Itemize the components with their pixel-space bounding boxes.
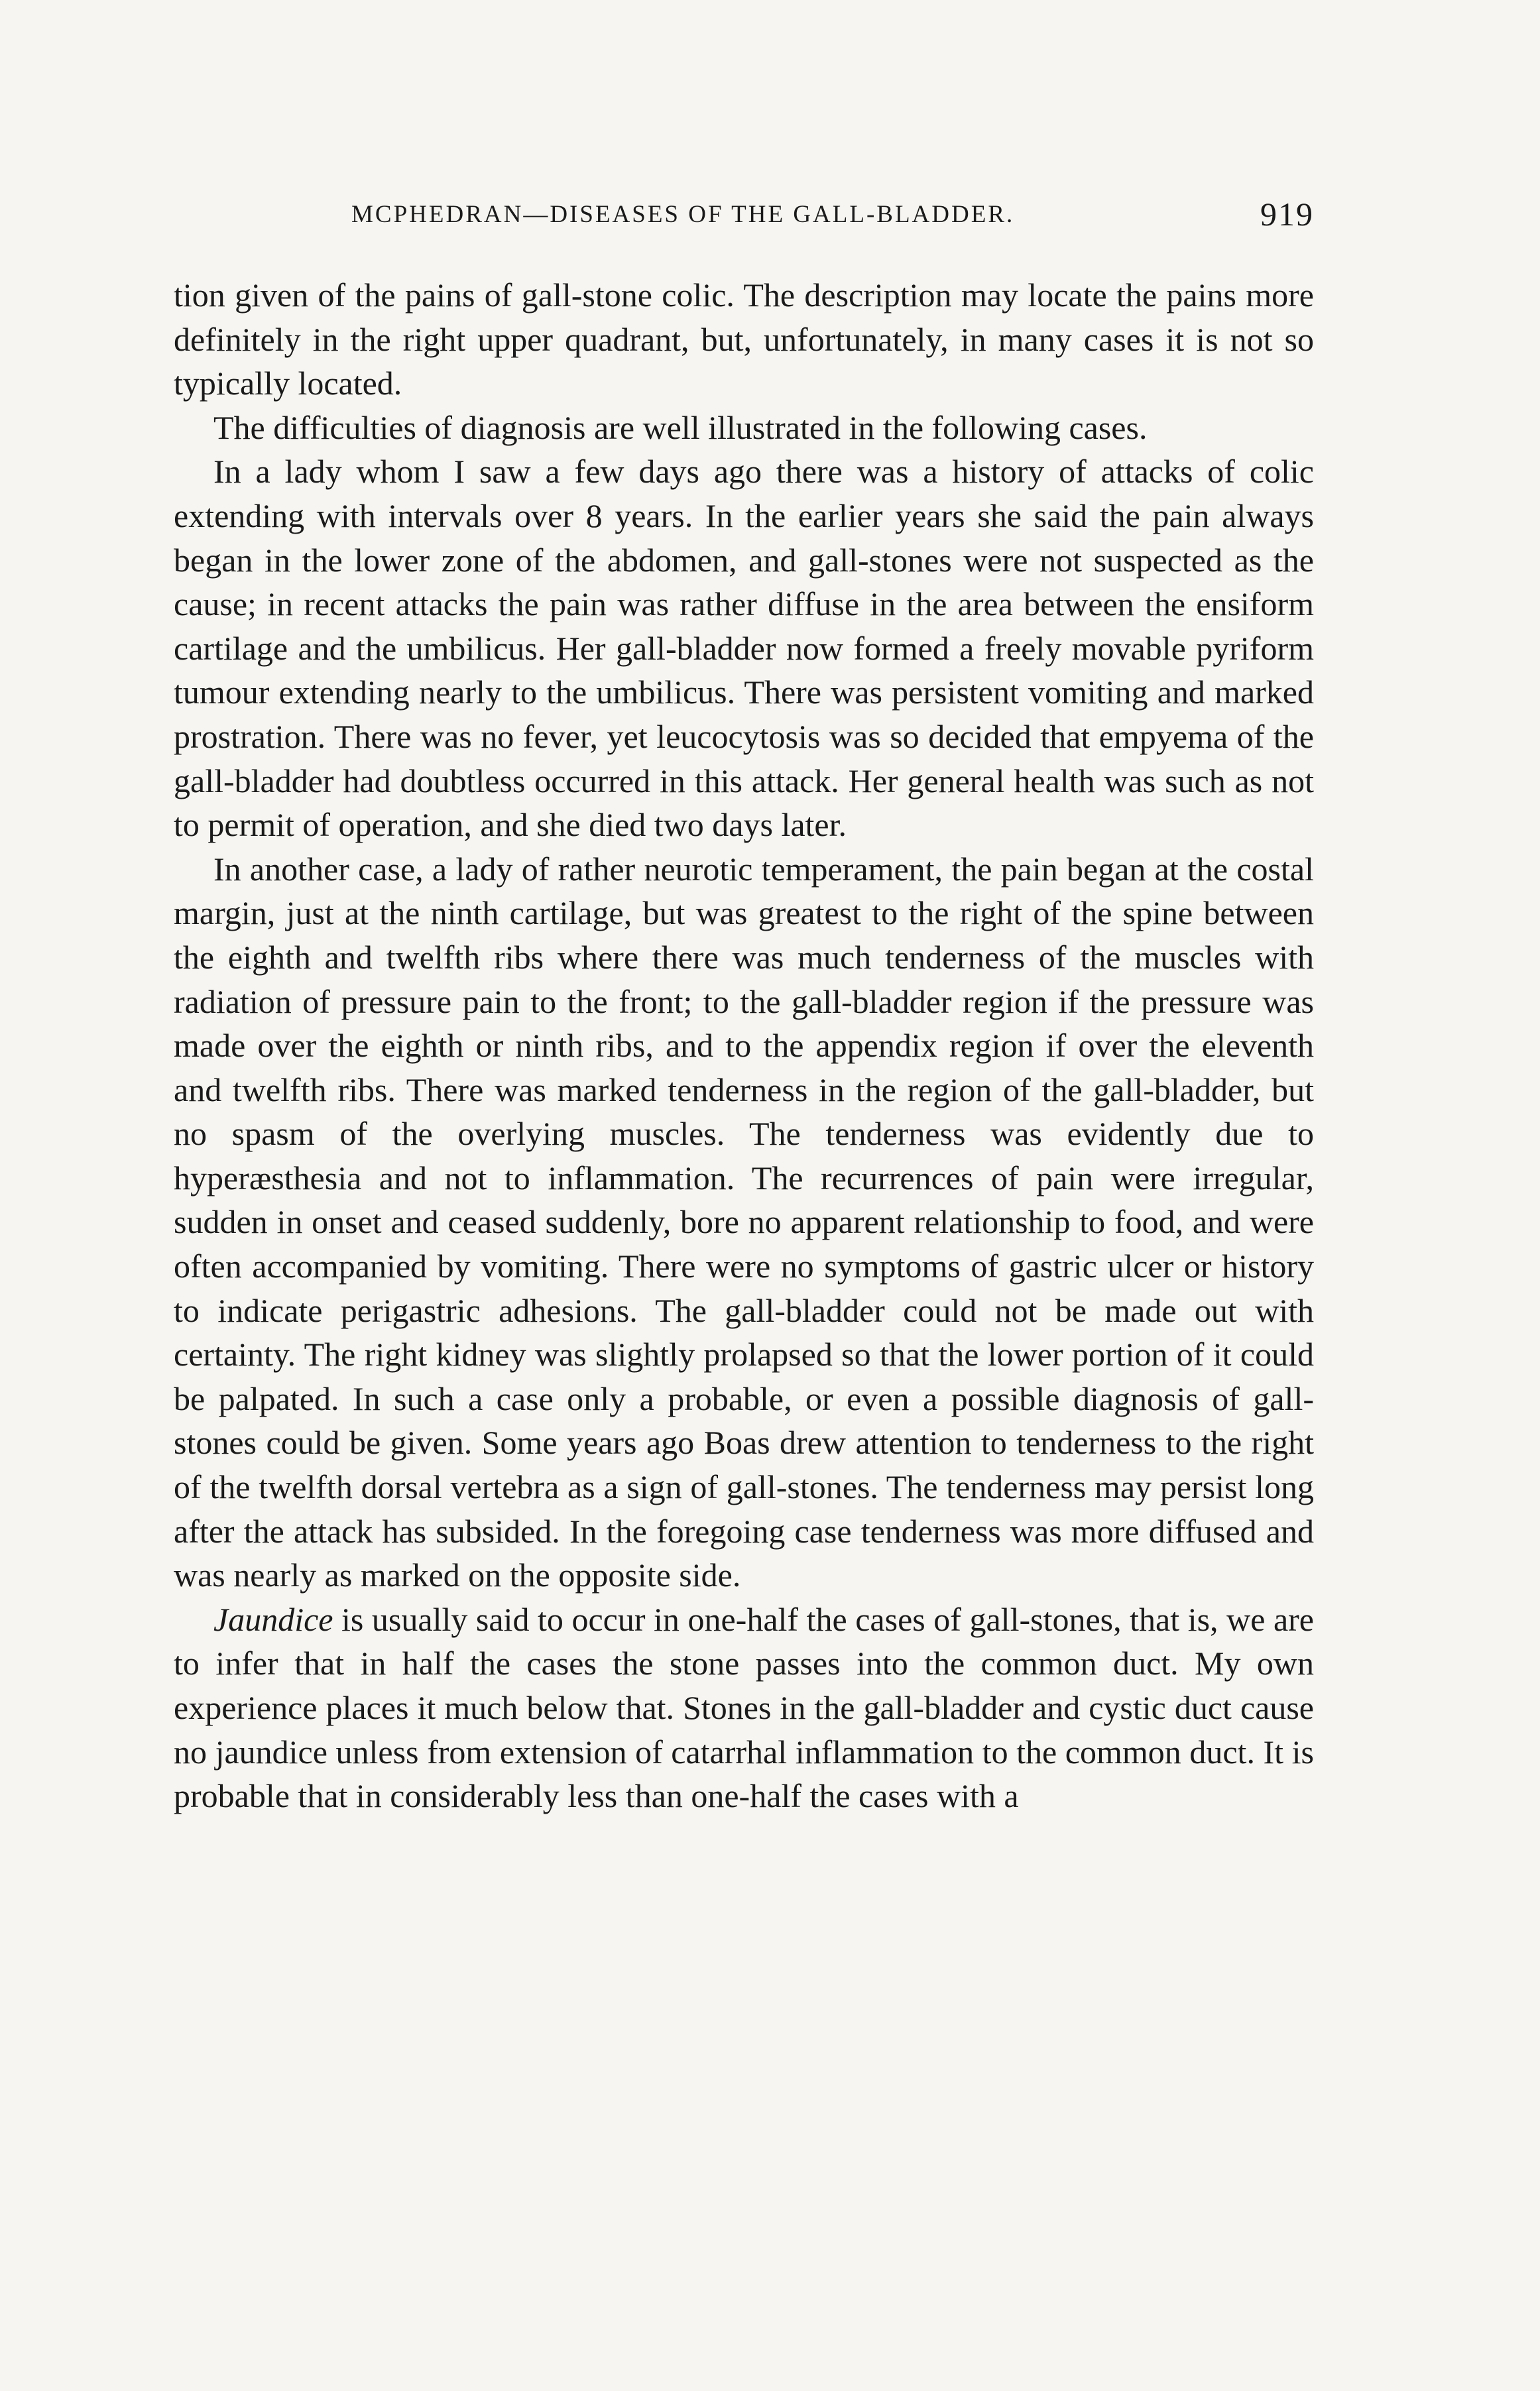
paragraph-continued: tion given of the pains of gall-stone colic. The description may locate the pains more definitely in the right upper quadrant, but, unfortunately, in many cases it is not so typically located.: [174, 276, 1314, 402]
paragraph-jaundice: [174, 1598, 1314, 1818]
jaundice-term: Jaundice: [213, 1600, 333, 1638]
running-head: [174, 192, 1314, 239]
book-page: [174, 192, 1314, 1818]
paragraph-second-case: In another case, a lady of rather neurotic temperament, the pain began at the costal margin, just at the ninth cartilage, but was greatest to the right of the spine between the eighth and twelfth ribs where there was much tenderness of the muscles with radiation of pressure pain to the front; to the gall-bladder region if the pressure was made over the eighth or ninth ribs, and to the appendix region if over the eleventh and twelfth ribs. There was marked tenderness in the region of the gall-bladder, but no spasm of the overlying muscles. The tenderness was evidently due to hyperæsthesia and not to inflammation. The recurrences of pain were irregular, sudden in onset and ceased suddenly, bore no apparent relationship to food, and were often accompanied by vomiting. There were no symptoms of gastric ulcer or history to indicate perigastric adhesions. The gall-bladder could not be made out with certainty. The right kidney was slightly prolapsed so that the lower portion of it could be palpated. In such a case only a probable, or even a possible diagnosis of gall-stones could be given. Some years ago Boas drew attention to tenderness to the right of the twelfth dorsal vertebra as a sign of gall-stones. The tenderness may persist long after the attack has subsided. In the foregoing case tenderness was more diffused and was nearly as marked on the opposite side.: [174, 850, 1314, 1594]
paragraph-difficulties: The difficulties of diagnosis are well illustrated in the following cases.: [213, 408, 1148, 446]
page-number: 919: [1260, 196, 1314, 233]
running-title: MCPHEDRAN—DISEASES OF THE GALL-BLADDER.: [351, 201, 1015, 228]
paragraph-first-case: In a lady whom I saw a few days ago there was a history of attacks of colic extending with intervals over 8 years. In the earlier years she said the pain always began in the lower zone of the abdomen, and gall-stones were not suspected as the cause; in recent attacks the pain was rather diffuse in the area between the ensiform cartilage and the umbilicus. Her gall-bladder now formed a freely movable pyriform tumour extending nearly to the umbilicus. There was persistent vomiting and marked prostration. There was no fever, yet leucocytosis was so decided that empyema of the gall-bladder had doubtless occurred in this attack. Her general health was such as not to permit of operation, and she died two days later.: [174, 453, 1314, 844]
jaundice-text: is usually said to occur in one-half the cases of gall-stones, that is, we are to infer that in half the cases the stone passes into the common duct. My own experience places it much below that. Stones in the gall-bladder and cystic duct cause no jaundice unless from extension of catarrhal inflammation to the common duct. It is probable that in considerably less than one-half the cases with a: [174, 1600, 1314, 1815]
